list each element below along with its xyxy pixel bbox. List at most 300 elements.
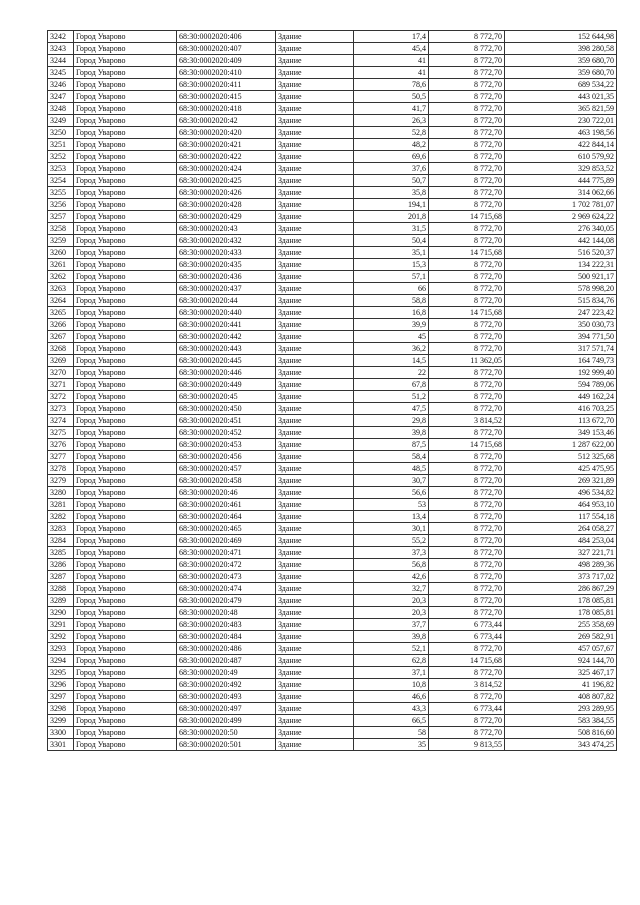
object-type-cell: Здание [276, 379, 354, 391]
table-row [48, 655, 617, 667]
locality-cell: Город Уварово [74, 115, 177, 127]
object-type-cell: Здание [276, 523, 354, 535]
property-table [47, 30, 617, 751]
table-row [48, 415, 617, 427]
area-cell: 17,4 [354, 31, 429, 43]
area-cell: 35,1 [354, 247, 429, 259]
area-cell: 56,8 [354, 559, 429, 571]
locality-cell: Город Уварово [74, 31, 177, 43]
value-cell: 1 702 781,07 [505, 199, 617, 211]
cadastral-number-cell: 68:30:0002020:493 [177, 691, 276, 703]
locality-cell: Город Уварово [74, 295, 177, 307]
area-cell: 67,8 [354, 379, 429, 391]
table-row [48, 595, 617, 607]
cadastral-number-cell: 68:30:0002020:406 [177, 31, 276, 43]
cadastral-number-cell: 68:30:0002020:432 [177, 235, 276, 247]
cadastral-number-cell: 68:30:0002020:442 [177, 331, 276, 343]
area-cell: 52,8 [354, 127, 429, 139]
value-cell: 41 196,82 [505, 679, 617, 691]
cadastral-number-cell: 68:30:0002020:464 [177, 511, 276, 523]
locality-cell: Город Уварово [74, 319, 177, 331]
value-cell: 314 062,66 [505, 187, 617, 199]
area-cell: 52,1 [354, 643, 429, 655]
table-row [48, 187, 617, 199]
row-number-cell: 3242 [48, 31, 74, 43]
object-type-cell: Здание [276, 271, 354, 283]
locality-cell: Город Уварово [74, 127, 177, 139]
rate-cell: 8 772,70 [429, 367, 505, 379]
area-cell: 42,6 [354, 571, 429, 583]
rate-cell: 8 772,70 [429, 43, 505, 55]
locality-cell: Город Уварово [74, 259, 177, 271]
cadastral-number-cell: 68:30:0002020:492 [177, 679, 276, 691]
cadastral-number-cell: 68:30:0002020:420 [177, 127, 276, 139]
object-type-cell: Здание [276, 79, 354, 91]
value-cell: 164 749,73 [505, 355, 617, 367]
rate-cell: 8 772,70 [429, 427, 505, 439]
rate-cell: 3 814,52 [429, 679, 505, 691]
area-cell: 31,5 [354, 223, 429, 235]
cadastral-number-cell: 68:30:0002020:48 [177, 607, 276, 619]
table-row [48, 67, 617, 79]
area-cell: 26,3 [354, 115, 429, 127]
cadastral-number-cell: 68:30:0002020:441 [177, 319, 276, 331]
area-cell: 16,8 [354, 307, 429, 319]
cadastral-number-cell: 68:30:0002020:426 [177, 187, 276, 199]
rate-cell: 8 772,70 [429, 283, 505, 295]
rate-cell: 8 772,70 [429, 295, 505, 307]
table-row [48, 103, 617, 115]
table-row [48, 439, 617, 451]
rate-cell: 8 772,70 [429, 727, 505, 739]
value-cell: 578 998,20 [505, 283, 617, 295]
row-number-cell: 3281 [48, 499, 74, 511]
value-cell: 515 834,76 [505, 295, 617, 307]
area-cell: 53 [354, 499, 429, 511]
row-number-cell: 3267 [48, 331, 74, 343]
row-number-cell: 3283 [48, 523, 74, 535]
row-number-cell: 3253 [48, 163, 74, 175]
rate-cell: 14 715,68 [429, 211, 505, 223]
table-row [48, 295, 617, 307]
table-row [48, 271, 617, 283]
table-row [48, 619, 617, 631]
locality-cell: Город Уварово [74, 415, 177, 427]
row-number-cell: 3292 [48, 631, 74, 643]
object-type-cell: Здание [276, 151, 354, 163]
rate-cell: 8 772,70 [429, 55, 505, 67]
row-number-cell: 3255 [48, 187, 74, 199]
value-cell: 398 280,58 [505, 43, 617, 55]
object-type-cell: Здание [276, 283, 354, 295]
cadastral-number-cell: 68:30:0002020:456 [177, 451, 276, 463]
locality-cell: Город Уварово [74, 463, 177, 475]
row-number-cell: 3270 [48, 367, 74, 379]
table-row [48, 631, 617, 643]
row-number-cell: 3285 [48, 547, 74, 559]
row-number-cell: 3246 [48, 79, 74, 91]
area-cell: 30,7 [354, 475, 429, 487]
row-number-cell: 3248 [48, 103, 74, 115]
rate-cell: 8 772,70 [429, 151, 505, 163]
rate-cell: 8 772,70 [429, 535, 505, 547]
row-number-cell: 3298 [48, 703, 74, 715]
rate-cell: 8 772,70 [429, 331, 505, 343]
table-row [48, 211, 617, 223]
locality-cell: Город Уварово [74, 571, 177, 583]
cadastral-number-cell: 68:30:0002020:424 [177, 163, 276, 175]
table-row [48, 199, 617, 211]
row-number-cell: 3265 [48, 307, 74, 319]
table-row [48, 367, 617, 379]
locality-cell: Город Уварово [74, 403, 177, 415]
document-page [47, 30, 616, 751]
object-type-cell: Здание [276, 715, 354, 727]
area-cell: 46,6 [354, 691, 429, 703]
cadastral-number-cell: 68:30:0002020:409 [177, 55, 276, 67]
table-row [48, 691, 617, 703]
row-number-cell: 3297 [48, 691, 74, 703]
area-cell: 48,2 [354, 139, 429, 151]
object-type-cell: Здание [276, 175, 354, 187]
area-cell: 41 [354, 55, 429, 67]
rate-cell: 8 772,70 [429, 463, 505, 475]
locality-cell: Город Уварово [74, 499, 177, 511]
locality-cell: Город Уварово [74, 523, 177, 535]
rate-cell: 8 772,70 [429, 487, 505, 499]
rate-cell: 8 772,70 [429, 199, 505, 211]
cadastral-number-cell: 68:30:0002020:458 [177, 475, 276, 487]
locality-cell: Город Уварово [74, 619, 177, 631]
object-type-cell: Здание [276, 475, 354, 487]
cadastral-number-cell: 68:30:0002020:451 [177, 415, 276, 427]
locality-cell: Город Уварово [74, 91, 177, 103]
value-cell: 422 844,14 [505, 139, 617, 151]
object-type-cell: Здание [276, 703, 354, 715]
object-type-cell: Здание [276, 631, 354, 643]
value-cell: 924 144,70 [505, 655, 617, 667]
rate-cell: 8 772,70 [429, 511, 505, 523]
rate-cell: 8 772,70 [429, 67, 505, 79]
locality-cell: Город Уварово [74, 103, 177, 115]
cadastral-number-cell: 68:30:0002020:415 [177, 91, 276, 103]
table-row [48, 715, 617, 727]
locality-cell: Город Уварово [74, 367, 177, 379]
rate-cell: 8 772,70 [429, 547, 505, 559]
area-cell: 58 [354, 727, 429, 739]
cadastral-number-cell: 68:30:0002020:44 [177, 295, 276, 307]
row-number-cell: 3277 [48, 451, 74, 463]
row-number-cell: 3250 [48, 127, 74, 139]
value-cell: 325 467,17 [505, 667, 617, 679]
cadastral-number-cell: 68:30:0002020:473 [177, 571, 276, 583]
object-type-cell: Здание [276, 31, 354, 43]
object-type-cell: Здание [276, 343, 354, 355]
area-cell: 15,3 [354, 259, 429, 271]
object-type-cell: Здание [276, 163, 354, 175]
value-cell: 463 198,56 [505, 127, 617, 139]
row-number-cell: 3259 [48, 235, 74, 247]
area-cell: 194,1 [354, 199, 429, 211]
value-cell: 350 030,73 [505, 319, 617, 331]
area-cell: 57,1 [354, 271, 429, 283]
rate-cell: 8 772,70 [429, 643, 505, 655]
value-cell: 583 384,55 [505, 715, 617, 727]
cadastral-number-cell: 68:30:0002020:483 [177, 619, 276, 631]
value-cell: 610 579,92 [505, 151, 617, 163]
object-type-cell: Здание [276, 667, 354, 679]
cadastral-number-cell: 68:30:0002020:461 [177, 499, 276, 511]
area-cell: 13,4 [354, 511, 429, 523]
rate-cell: 8 772,70 [429, 607, 505, 619]
value-cell: 264 058,27 [505, 523, 617, 535]
locality-cell: Город Уварово [74, 79, 177, 91]
locality-cell: Город Уварово [74, 331, 177, 343]
locality-cell: Город Уварово [74, 223, 177, 235]
area-cell: 47,5 [354, 403, 429, 415]
value-cell: 349 153,46 [505, 427, 617, 439]
locality-cell: Город Уварово [74, 595, 177, 607]
row-number-cell: 3294 [48, 655, 74, 667]
locality-cell: Город Уварово [74, 655, 177, 667]
rate-cell: 8 772,70 [429, 595, 505, 607]
cadastral-number-cell: 68:30:0002020:440 [177, 307, 276, 319]
cadastral-number-cell: 68:30:0002020:443 [177, 343, 276, 355]
area-cell: 50,7 [354, 175, 429, 187]
object-type-cell: Здание [276, 403, 354, 415]
table-row [48, 727, 617, 739]
row-number-cell: 3257 [48, 211, 74, 223]
cadastral-number-cell: 68:30:0002020:471 [177, 547, 276, 559]
value-cell: 134 222,31 [505, 259, 617, 271]
object-type-cell: Здание [276, 559, 354, 571]
row-number-cell: 3266 [48, 319, 74, 331]
area-cell: 48,5 [354, 463, 429, 475]
locality-cell: Город Уварово [74, 535, 177, 547]
locality-cell: Город Уварово [74, 727, 177, 739]
value-cell: 327 221,71 [505, 547, 617, 559]
object-type-cell: Здание [276, 535, 354, 547]
table-row [48, 451, 617, 463]
table-row [48, 139, 617, 151]
value-cell: 359 680,70 [505, 55, 617, 67]
value-cell: 444 775,89 [505, 175, 617, 187]
area-cell: 36,2 [354, 343, 429, 355]
table-row [48, 667, 617, 679]
value-cell: 464 953,10 [505, 499, 617, 511]
value-cell: 425 475,95 [505, 463, 617, 475]
table-row [48, 283, 617, 295]
value-cell: 500 921,17 [505, 271, 617, 283]
object-type-cell: Здание [276, 307, 354, 319]
cadastral-number-cell: 68:30:0002020:50 [177, 727, 276, 739]
table-row [48, 559, 617, 571]
locality-cell: Город Уварово [74, 67, 177, 79]
cadastral-number-cell: 68:30:0002020:435 [177, 259, 276, 271]
table-row [48, 235, 617, 247]
table-row [48, 571, 617, 583]
rate-cell: 8 772,70 [429, 91, 505, 103]
object-type-cell: Здание [276, 295, 354, 307]
object-type-cell: Здание [276, 187, 354, 199]
area-cell: 37,1 [354, 667, 429, 679]
object-type-cell: Здание [276, 547, 354, 559]
table-row [48, 583, 617, 595]
cadastral-number-cell: 68:30:0002020:472 [177, 559, 276, 571]
locality-cell: Город Уварово [74, 211, 177, 223]
locality-cell: Город Уварово [74, 391, 177, 403]
object-type-cell: Здание [276, 355, 354, 367]
object-type-cell: Здание [276, 199, 354, 211]
value-cell: 286 867,29 [505, 583, 617, 595]
locality-cell: Город Уварово [74, 187, 177, 199]
table-row [48, 151, 617, 163]
cadastral-number-cell: 68:30:0002020:457 [177, 463, 276, 475]
rate-cell: 8 772,70 [429, 667, 505, 679]
object-type-cell: Здание [276, 415, 354, 427]
rate-cell: 6 773,44 [429, 619, 505, 631]
cadastral-number-cell: 68:30:0002020:453 [177, 439, 276, 451]
value-cell: 230 722,01 [505, 115, 617, 127]
locality-cell: Город Уварово [74, 475, 177, 487]
table-row [48, 115, 617, 127]
value-cell: 359 680,70 [505, 67, 617, 79]
value-cell: 293 289,95 [505, 703, 617, 715]
value-cell: 449 162,24 [505, 391, 617, 403]
rate-cell: 8 772,70 [429, 379, 505, 391]
rate-cell: 6 773,44 [429, 631, 505, 643]
rate-cell: 8 772,70 [429, 715, 505, 727]
rate-cell: 14 715,68 [429, 307, 505, 319]
cadastral-number-cell: 68:30:0002020:499 [177, 715, 276, 727]
locality-cell: Город Уварово [74, 739, 177, 751]
row-number-cell: 3269 [48, 355, 74, 367]
value-cell: 2 969 624,22 [505, 211, 617, 223]
table-row [48, 679, 617, 691]
table-row [48, 547, 617, 559]
table-row [48, 427, 617, 439]
rate-cell: 8 772,70 [429, 223, 505, 235]
row-number-cell: 3243 [48, 43, 74, 55]
area-cell: 58,8 [354, 295, 429, 307]
table-row [48, 703, 617, 715]
area-cell: 39,8 [354, 631, 429, 643]
object-type-cell: Здание [276, 583, 354, 595]
rate-cell: 8 772,70 [429, 139, 505, 151]
row-number-cell: 3295 [48, 667, 74, 679]
row-number-cell: 3275 [48, 427, 74, 439]
rate-cell: 8 772,70 [429, 79, 505, 91]
cadastral-number-cell: 68:30:0002020:445 [177, 355, 276, 367]
row-number-cell: 3290 [48, 607, 74, 619]
area-cell: 43,3 [354, 703, 429, 715]
value-cell: 508 816,60 [505, 727, 617, 739]
area-cell: 41,7 [354, 103, 429, 115]
object-type-cell: Здание [276, 259, 354, 271]
object-type-cell: Здание [276, 691, 354, 703]
locality-cell: Город Уварово [74, 643, 177, 655]
row-number-cell: 3276 [48, 439, 74, 451]
value-cell: 152 644,98 [505, 31, 617, 43]
area-cell: 41 [354, 67, 429, 79]
rate-cell: 8 772,70 [429, 523, 505, 535]
object-type-cell: Здание [276, 655, 354, 667]
value-cell: 498 289,36 [505, 559, 617, 571]
value-cell: 408 807,82 [505, 691, 617, 703]
table-row [48, 43, 617, 55]
cadastral-number-cell: 68:30:0002020:428 [177, 199, 276, 211]
cadastral-number-cell: 68:30:0002020:479 [177, 595, 276, 607]
rate-cell: 8 772,70 [429, 583, 505, 595]
object-type-cell: Здание [276, 391, 354, 403]
rate-cell: 8 772,70 [429, 319, 505, 331]
row-number-cell: 3288 [48, 583, 74, 595]
row-number-cell: 3286 [48, 559, 74, 571]
table-row [48, 403, 617, 415]
area-cell: 50,4 [354, 235, 429, 247]
object-type-cell: Здание [276, 451, 354, 463]
object-type-cell: Здание [276, 571, 354, 583]
value-cell: 317 571,74 [505, 343, 617, 355]
row-number-cell: 3279 [48, 475, 74, 487]
cadastral-number-cell: 68:30:0002020:421 [177, 139, 276, 151]
locality-cell: Город Уварово [74, 379, 177, 391]
object-type-cell: Здание [276, 643, 354, 655]
value-cell: 416 703,25 [505, 403, 617, 415]
rate-cell: 14 715,68 [429, 439, 505, 451]
rate-cell: 9 813,55 [429, 739, 505, 751]
cadastral-number-cell: 68:30:0002020:46 [177, 487, 276, 499]
object-type-cell: Здание [276, 115, 354, 127]
value-cell: 394 771,50 [505, 331, 617, 343]
table-row [48, 319, 617, 331]
locality-cell: Город Уварово [74, 163, 177, 175]
rate-cell: 14 715,68 [429, 247, 505, 259]
row-number-cell: 3247 [48, 91, 74, 103]
locality-cell: Город Уварово [74, 607, 177, 619]
area-cell: 51,2 [354, 391, 429, 403]
locality-cell: Город Уварово [74, 703, 177, 715]
cadastral-number-cell: 68:30:0002020:474 [177, 583, 276, 595]
object-type-cell: Здание [276, 247, 354, 259]
locality-cell: Город Уварово [74, 487, 177, 499]
row-number-cell: 3289 [48, 595, 74, 607]
locality-cell: Город Уварово [74, 631, 177, 643]
cadastral-number-cell: 68:30:0002020:43 [177, 223, 276, 235]
cadastral-number-cell: 68:30:0002020:446 [177, 367, 276, 379]
locality-cell: Город Уварово [74, 427, 177, 439]
table-row [48, 31, 617, 43]
value-cell: 516 520,37 [505, 247, 617, 259]
object-type-cell: Здание [276, 427, 354, 439]
object-type-cell: Здание [276, 439, 354, 451]
object-type-cell: Здание [276, 607, 354, 619]
value-cell: 594 789,06 [505, 379, 617, 391]
row-number-cell: 3291 [48, 619, 74, 631]
cadastral-number-cell: 68:30:0002020:501 [177, 739, 276, 751]
value-cell: 512 325,68 [505, 451, 617, 463]
area-cell: 62,8 [354, 655, 429, 667]
value-cell: 373 717,02 [505, 571, 617, 583]
table-row [48, 511, 617, 523]
object-type-cell: Здание [276, 91, 354, 103]
cadastral-number-cell: 68:30:0002020:410 [177, 67, 276, 79]
cadastral-number-cell: 68:30:0002020:425 [177, 175, 276, 187]
cadastral-number-cell: 68:30:0002020:49 [177, 667, 276, 679]
row-number-cell: 3282 [48, 511, 74, 523]
rate-cell: 8 772,70 [429, 691, 505, 703]
value-cell: 247 223,42 [505, 307, 617, 319]
